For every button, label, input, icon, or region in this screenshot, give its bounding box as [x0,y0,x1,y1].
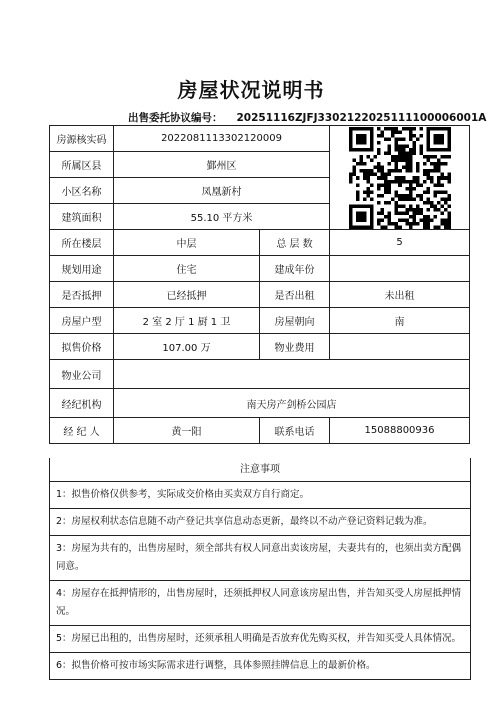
district-label: 所属区县 [50,152,114,178]
list-item: 5：房屋已出租的，出售房屋时，还须承租人明确是否放弃优先购买权，并告知买受人具体情况。 [50,626,470,653]
list-item: 4：房屋存在抵押情形的，出售房屋时，还须抵押权人同意该房屋出售，并告知买受人房屋抵押情况。 [50,581,470,626]
usage-value: 住宅 [114,256,260,282]
property-info-table [49,125,470,444]
table-row [50,389,470,418]
verify-code-value: 2022081113302120009 [114,126,330,152]
area-value: 55.10 平方米 [114,204,330,230]
usage-label: 规划用途 [50,256,114,282]
mortgage-label: 是否抵押 [50,282,114,308]
property-company-label: 物业公司 [50,360,114,389]
table-row [50,334,470,360]
orientation-value: 南 [330,308,470,334]
contract-number-line [128,110,486,125]
agency-value: 南天房产剑桥公园店 [114,389,470,418]
document-title: 房屋状况说明书 [177,78,325,102]
area-label: 建筑面积 [50,204,114,230]
table-row [50,308,470,334]
floor-value: 中层 [114,230,260,256]
layout-label: 房屋户型 [50,308,114,334]
table-row [50,126,470,152]
agent-value: 黄一阳 [114,418,260,444]
notes-heading: 注意事项 [50,458,470,482]
contract-number-label: 出售委托协议编号： [128,112,223,124]
property-fee-label: 物业费用 [260,334,330,360]
agent-label: 经 纪 人 [50,418,114,444]
verify-code-label: 房源核实码 [50,126,114,152]
table-row [50,418,470,444]
property-company-value [114,360,470,389]
list-item: 3：房屋为共有的，出售房屋时，须全部共有权人同意出卖该房屋，夫妻共有的，也须出卖方配偶同意。 [50,536,470,581]
orientation-label: 房屋朝向 [260,308,330,334]
mortgage-value: 已经抵押 [114,282,260,308]
contract-number: 20251116ZJFJ3302122025111100006001A [236,112,487,124]
phone-value: 15088800936 [330,418,470,444]
qr-code-cell [330,126,470,230]
table-row [50,360,470,389]
list-item: 1：拟售价格仅供参考，实际成交价格由买卖双方自行商定。 [50,482,470,509]
leased-value: 未出租 [330,282,470,308]
qr-code-icon [349,127,451,229]
floor-label: 所在楼层 [50,230,114,256]
district-value: 鄞州区 [114,152,330,178]
total-floors-label: 总 层 数 [260,230,330,256]
build-year-label: 建成年份 [260,256,330,282]
table-row [50,282,470,308]
table-row [50,256,470,282]
table-row [50,230,470,256]
community-value: 凤凰新村 [114,178,330,204]
list-item: 2：房屋权利状态信息随不动产登记共享信息动态更新，最终以不动产登记资料记载为准。 [50,509,470,536]
property-fee-value [330,334,470,360]
list-item: 6：拟售价格可按市场实际需求进行调整，具体参照挂牌信息上的最新价格。 [56,660,376,671]
build-year-value [330,256,470,282]
agency-label: 经纪机构 [50,389,114,418]
total-floors-value: 5 [330,230,470,256]
price-value: 107.00 万 [114,334,260,360]
leased-label: 是否出租 [260,282,330,308]
notes-section [49,458,471,680]
price-label: 拟售价格 [50,334,114,360]
layout-value: 2 室 2 厅 1 厨 1 卫 [114,308,260,334]
community-label: 小区名称 [50,178,114,204]
phone-label: 联系电话 [260,418,330,444]
